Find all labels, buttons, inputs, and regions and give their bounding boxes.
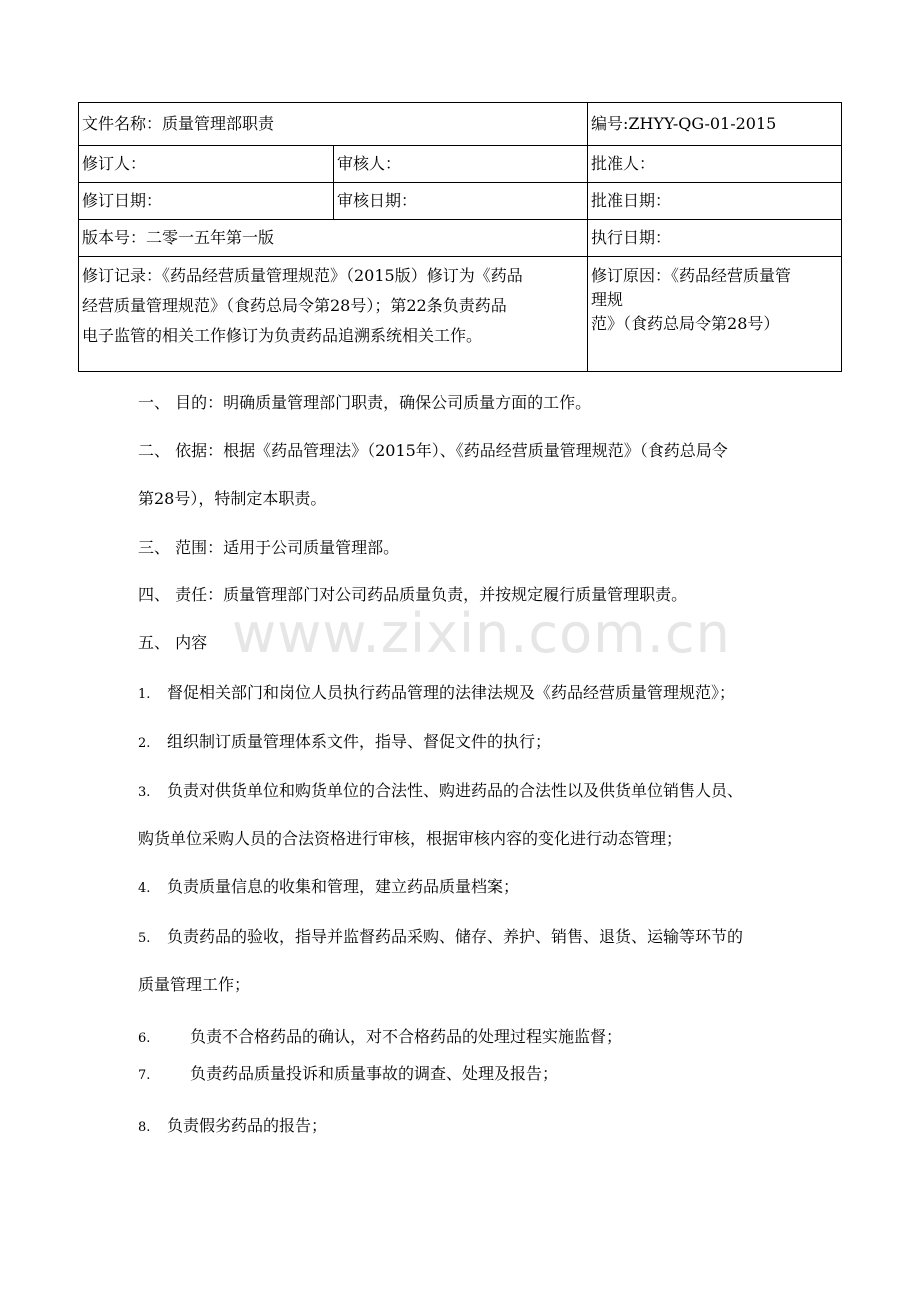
list-item-number: 1. <box>138 687 151 702</box>
section-basis-continued: 第28号），特制定本职责。 <box>138 489 327 508</box>
revision-record-line: 修订记录：《药品经营质量管理规范》（2015版）修订为《药品 <box>82 266 523 285</box>
list-item-text: 负责不合格药品的确认，对不合格药品的处理过程实施监督； <box>190 1027 623 1046</box>
list-item <box>138 1113 327 1136</box>
list-item <box>138 1061 558 1084</box>
section-basis: 二、 依据：根据《药品管理法》（2015年）、《药品经营质量管理规范》（食药总局令 <box>138 441 728 460</box>
revision-record-line: 电子监管的相关工作修订为负责药品追溯系统相关工作。 <box>82 326 483 345</box>
revision-reason-cell <box>588 257 842 372</box>
file-name-cell: 文件名称：质量管理部职责 <box>79 103 588 146</box>
revision-record-line: 经营质量管理规范》（食药总局令第28号）；第22条负责药品 <box>82 296 507 315</box>
revision-record-cell <box>79 257 588 372</box>
list-item-number: 4. <box>138 881 151 896</box>
list-item-continued: 质量管理工作； <box>138 975 251 994</box>
list-item-number: 3. <box>138 785 151 800</box>
approver-cell: 批准人： <box>588 146 842 183</box>
version-cell: 版本号：二零一五年第一版 <box>79 220 588 257</box>
revise-date-cell: 修订日期： <box>79 183 334 220</box>
watermark-text: www.zixin.com.cn <box>232 602 731 665</box>
list-item-number: 7. <box>138 1068 151 1083</box>
list-item-text: 负责质量信息的收集和管理，建立药品质量档案； <box>167 877 520 896</box>
section-content-heading: 五、 内容 <box>138 633 208 652</box>
list-item-number: 2. <box>138 736 151 751</box>
reviewer-cell: 审核人： <box>334 146 588 183</box>
reviser-cell: 修订人： <box>79 146 334 183</box>
list-item <box>138 778 743 801</box>
list-item-text: 负责药品的验收，指导并监督药品采购、储存、养护、销售、退货、运输等环节的 <box>167 927 744 946</box>
document-number: 编号:ZHYY-QG-01-2015 <box>591 114 777 133</box>
list-item-number: 6. <box>138 1031 151 1046</box>
list-item-text: 负责假劣药品的报告； <box>167 1116 328 1135</box>
section-purpose: 一、 目的：明确质量管理部门职责，确保公司质量方面的工作。 <box>138 393 592 412</box>
approve-date-cell: 批准日期： <box>588 183 842 220</box>
list-item <box>138 924 743 947</box>
revision-reason-line: 修订原因：《药品经营质量管 <box>591 266 792 285</box>
list-item-text: 督促相关部门和岗位人员执行药品管理的法律法规及《药品经营质量管理规范》； <box>167 683 736 702</box>
list-item-number: 5. <box>138 931 151 946</box>
list-item-continued: 购货单位采购人员的合法资格进行审核，根据审核内容的变化进行动态管理； <box>138 829 683 848</box>
list-item-text: 负责药品质量投诉和质量事故的调查、处理及报告； <box>190 1064 559 1083</box>
list-item <box>138 1024 622 1047</box>
section-scope: 三、 范围：适用于公司质量管理部。 <box>138 538 400 557</box>
review-date-cell: 审核日期： <box>334 183 588 220</box>
list-item <box>138 729 551 752</box>
list-item-number: 8. <box>138 1120 151 1135</box>
list-item-text: 负责对供货单位和购货单位的合法性、购进药品的合法性以及供货单位销售人员、 <box>167 781 744 800</box>
execute-date-cell: 执行日期： <box>588 220 842 257</box>
revision-reason-line: 范》（食药总局令第28号） <box>591 314 780 333</box>
document-number-cell <box>588 103 842 146</box>
list-item <box>138 874 519 897</box>
section-responsibility: 四、 责任：质量管理部门对公司药品质量负责，并按规定履行质量管理职责。 <box>138 585 688 604</box>
list-item <box>138 680 735 703</box>
document-header-table <box>78 102 842 372</box>
revision-reason-line: 理规 <box>591 290 624 309</box>
list-item-text: 组织制订质量管理体系文件，指导、督促文件的执行； <box>167 732 552 751</box>
